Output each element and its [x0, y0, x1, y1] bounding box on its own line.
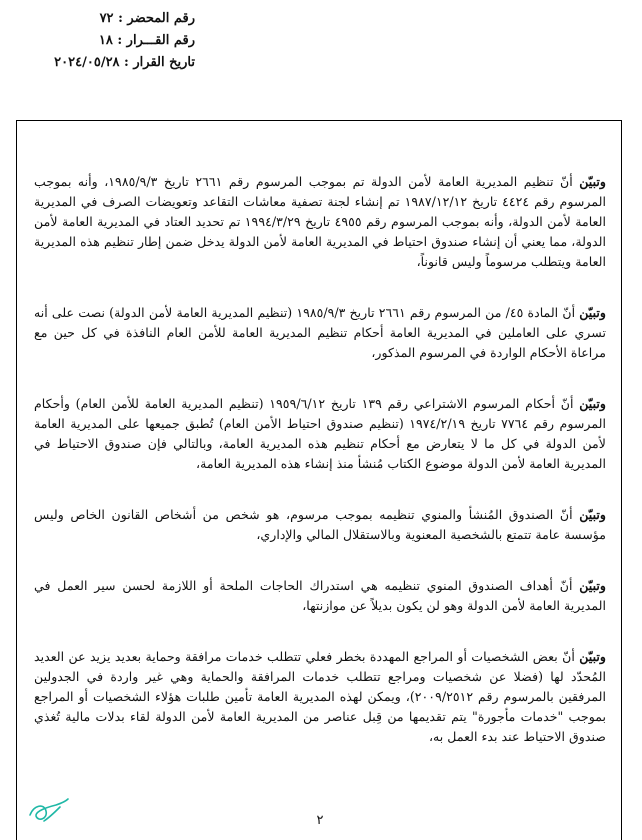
paragraph-3	[34, 394, 606, 474]
paragraph-4	[34, 505, 606, 545]
paragraph-1	[34, 172, 606, 272]
paragraph-lead: وتبيّن	[579, 507, 606, 522]
paragraph-lead: وتبيّن	[579, 174, 606, 189]
paragraph-text: أنّ تنظيم المديرية العامة لأمن الدولة تم بموجب المرسوم رقم ٢٦٦١ تاريخ ١٩٨٥/٩/٣، وأنه بموجب المرسوم رقم ٤٤٢٤ تاريخ ١٩٨٧/١٢/١٢ تم إنشاء لجنة تصفية معاشات التقاعد وتعويضات الصرف في المديرية العامة لأمن الدولة، وأنه بموجب المرسوم رقم ٤٩٥٥ تاريخ ١٩٩٤/٣/٢٩ تم تحديد العتاد في المديرية العامة لأمن الدولة، مما يعني أن إنشاء صندوق احتياط في المديرية العامة لأمن الدولة يدخل ضمن إطار تنظيم هذه المديرية العامة ويتطلب مرسوماً وليس قانوناً،	[34, 174, 606, 269]
paragraph-lead: وتبيّن	[579, 396, 606, 411]
paragraph-text: أنّ أحكام المرسوم الاشتراعي رقم ١٣٩ تاريخ ١٩٥٩/٦/١٢ (تنظيم المديرية العامة للأمن العام) وأحكام المرسوم رقم ٧٧٦٤ تاريخ ١٩٧٤/٢/١٩ (تنظيم صندوق احتياط الأمن العام) تُطبق جميعها على المديرية العامة لأمن الدولة في كل ما لا يتعارض مع أحكام تنظيم هذه المديرية العامة، وبالتالي فإن صندوق الاحتياط في المديرية العامة لأمن الدولة موضوع الكتاب مُنشأ منذ إنشاء هذه المديرية العامة،	[34, 396, 606, 471]
paragraph-lead: وتبيّن	[579, 578, 606, 593]
document-body	[34, 172, 606, 778]
paragraph-2	[34, 303, 606, 363]
paragraph-text: أنّ بعض الشخصيات أو المراجع المهددة بخطر فعلي تتطلب خدمات مرافقة وحماية بعديد يزيد عن العديد المُحدّد لها (فضلا عن شخصيات ومراجع تتطلب خدمات المرافقة والحماية وهي غير واردة في الجدولين المرفقين بالمرسوم رقم ٢٠٠٩/٢٥١٢)، ويمكن لهذه المديرية العامة تأمين طلبات هؤلاء الشخصيات أو المراجع بموجب "خدمات مأجورة" يتم تقديمها من قِبل عناصر من المديرية العامة لأمن الدولة لقاء بدلات مالية تُغذي صندوق الاحتياط عند بدء العمل به،	[34, 649, 606, 744]
handwritten-signature-icon	[26, 795, 72, 825]
decision-number: رقم القـــرار : ١٨	[98, 33, 195, 48]
paragraph-lead: وتبيّن	[579, 305, 606, 320]
paragraph-6	[34, 647, 606, 747]
paragraph-lead: وتبيّن	[579, 649, 606, 664]
decision-header	[20, 8, 195, 74]
paragraph-text: أنّ المادة ٤٥/ من المرسوم رقم ٢٦٦١ تاريخ ١٩٨٥/٩/٣ (تنظيم المديرية العامة لأمن الدولة) نصت على أنه تسري على العاملين في المديرية العامة أحكام تنظيم المديرية العامة للأمن العام النافذة في كل حين مع مراعاة الأحكام الواردة في المرسوم المذكور،	[34, 305, 606, 360]
paragraph-text: أنّ الصندوق المُنشأ والمنوي تنظيمه بموجب مرسوم، هو شخص من أشخاص القانون الخاص وليس مؤسسة عامة تتمتع بالشخصية المعنوية وبالاستقلال المالي والإداري،	[34, 507, 606, 542]
decision-date: تاريخ القرار : ٢٠٢٤/٠٥/٢٨	[54, 55, 195, 70]
record-number: رقم المحضر : ٧٢	[99, 11, 195, 26]
paragraph-text: أنّ أهداف الصندوق المنوي تنظيمه هي استدراك الحاجات الملحة أو اللازمة لحسن سير العمل في المديرية العامة لأمن الدولة وهو لن يكون بديلاً عن موازنتها،	[34, 578, 606, 613]
paragraph-5	[34, 576, 606, 616]
page-number: ٢	[316, 813, 324, 828]
